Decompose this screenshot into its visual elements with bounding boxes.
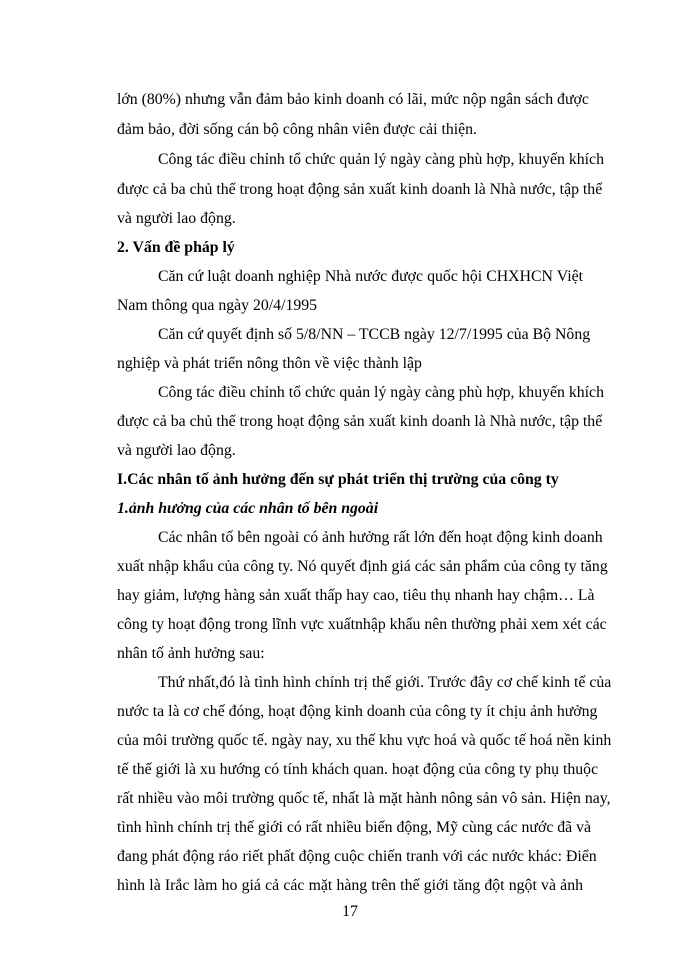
text-line: tình hình chính trị thế giới có rất nhiều biến động, Mỹ cùng các nước đã và	[117, 819, 592, 836]
text-line: hay giảm, lượng hàng sản xuất thấp hay cao, tiêu thụ nhanh hay chậm… Là	[117, 587, 595, 604]
text-line: Công tác điều chỉnh tổ chức quản lý ngày càng phù hợp, khuyến khích	[158, 384, 604, 401]
subsection-heading: 1.ảnh hưởng của các nhân tố bên ngoài	[117, 500, 379, 517]
text-line: nghiệp và phát triển nông thôn về việc thành lập	[117, 355, 422, 372]
text-line: và người lao động.	[117, 210, 236, 227]
text-line: Thứ nhất,đó là tình hình chính trị thế giới. Trước đây cơ chế kinh tế của	[158, 674, 612, 691]
text-line: đang phát động ráo riết phất động cuộc chiến tranh với các nước khác: Điển	[117, 848, 597, 865]
text-line: Căn cứ quyết định số 5/8/NN – TCCB ngày 12/7/1995 của Bộ Nông	[158, 326, 591, 343]
section-heading: 2. Vấn đề pháp lý	[117, 239, 235, 256]
text-line: được cả ba chủ thể trong hoạt động sản xuất kinh doanh là Nhà nước, tập thể	[117, 181, 603, 198]
text-line: của môi trường quốc tế. ngày nay, xu thế khu vực hoá và quốc tế hoá nền kinh	[117, 732, 612, 749]
text-line: rất nhiều vào môi trường quốc tế, nhất là mặt hành nông sản vô sản. Hiện nay,	[117, 790, 611, 807]
text-line: Các nhân tố bên ngoài có ảnh hưởng rất lớn đến hoạt động kinh doanh	[158, 529, 603, 546]
text-line: nước ta là cơ chế đóng, hoạt động kinh doanh của công ty ít chịu ảnh hưởng	[117, 703, 598, 720]
text-line: được cả ba chủ thể trong hoạt động sản xuất kinh doanh là Nhà nước, tập thể	[117, 413, 603, 430]
text-line: lớn (80%) nhưng vẫn đảm bảo kinh doanh có lãi, mức nộp ngân sách được	[117, 91, 589, 108]
text-line: tế thế giới là xu hướng có tính khách quan. hoạt động của công ty phụ thuộc	[117, 761, 599, 778]
text-line: nhân tố ảnh hưởng sau:	[117, 645, 265, 662]
text-line: và người lao động.	[117, 442, 236, 459]
text-line: Công tác điều chỉnh tổ chức quản lý ngày càng phù hợp, khuyến khích	[158, 151, 604, 168]
page-number: 17	[342, 903, 358, 920]
text-line: Căn cứ luật doanh nghiệp Nhà nước được quốc hội CHXHCN Việt	[158, 268, 583, 285]
text-line: xuất nhập khẩu của công ty. Nó quyết định giá các sản phẩm của công ty tăng	[117, 558, 608, 575]
chapter-heading: I.Các nhân tố ảnh hưởng đến sự phát triển thị trường của công ty	[117, 471, 559, 488]
text-line: đảm bảo, đời sống cán bộ công nhân viên được cải thiện.	[117, 121, 477, 138]
text-line: công ty hoạt động trong lĩnh vực xuấtnhập khẩu nên thường phải xem xét các	[117, 616, 607, 633]
text-line: hình là Irắc làm ho giá cả các mặt hàng trên thế giới tăng đột ngột và ảnh	[117, 877, 583, 894]
text-line: Nam thông qua ngày 20/4/1995	[117, 297, 318, 314]
